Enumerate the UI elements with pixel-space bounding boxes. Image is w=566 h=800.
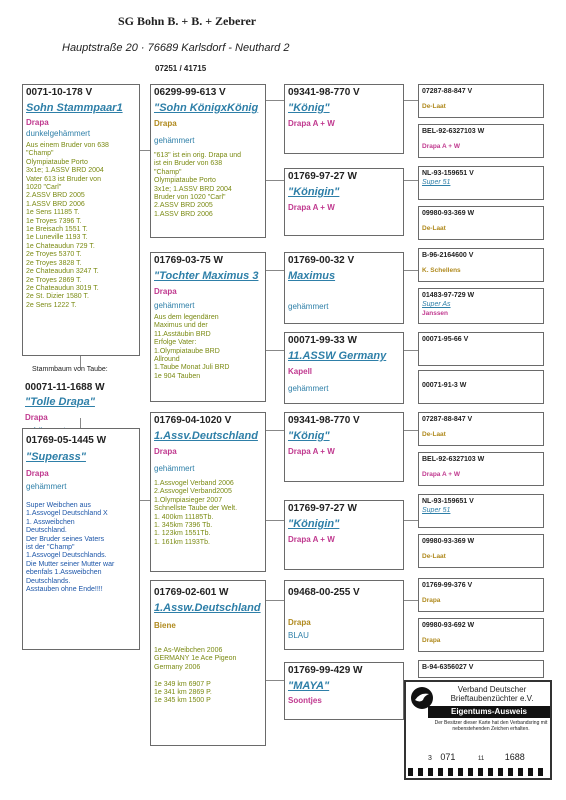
pigeon-notes: 1e As-Weibchen 2006 GERMANY 1e Ace Pigeon Germany 2006 1e 349 km 6907 P 1e 341 km 2869 P. 1e 345 km 1500 P (154, 647, 237, 705)
pigeon-name: Super 51 (422, 507, 451, 514)
g4-card (418, 288, 544, 324)
pigeon-color: Drapa (422, 597, 441, 604)
g4-card (418, 206, 544, 240)
grandsire-paternal-card (150, 84, 266, 238)
ownership-card (404, 680, 552, 780)
pigeon-color: De-Laat (422, 225, 446, 232)
ring-number: 01769-99-376 V (422, 582, 473, 589)
pigeon-color: Drapa A + W (288, 447, 335, 456)
pigeon-color: Drapa A + W (288, 119, 335, 128)
g3-card (284, 84, 404, 154)
pigeon-marking: Soontjes (288, 696, 322, 705)
pigeon-color: Drapa (26, 118, 49, 127)
ring-number: 00071-11-1688 W (25, 382, 105, 393)
ring-number: 09341-98-770 V (288, 87, 360, 98)
pigeon-color: Drapa (422, 637, 441, 644)
pigeon-name: 1.Assw.Deutschland (154, 602, 261, 614)
g4-card (418, 660, 544, 678)
g3-card (284, 500, 404, 570)
breeder-address: Hauptstraße 20 · 76689 Karlsdorf - Neuthard 2 (62, 42, 290, 54)
g4-card (418, 124, 544, 158)
ring-number: 09980-93-369 W (422, 210, 475, 217)
g4-card (418, 332, 544, 366)
subject-card (22, 374, 140, 422)
pigeon-color: Drapa A + W (288, 535, 335, 544)
pigeon-name: Super 51 (422, 179, 451, 186)
ring-number: 07287-88-847 V (422, 88, 473, 95)
g4-card (418, 534, 544, 568)
ring-number: 01769-05-1445 W (26, 435, 107, 446)
pigeon-notes: "613" ist ein orig. Drapa und ist ein Bruder von 638 "Champ" Olympiataube Porto 3x1e; 1.ASSV BRD 2004 Bruder von 1020 "Carl" 2.ASSV BRD 2005 1.ASSV BRD 2006 (154, 152, 242, 218)
ring-number: NL-93-159651 V (422, 170, 474, 177)
pigeon-name: "Superass" (26, 451, 86, 463)
pigeon-marking: dunkelgehämmert (26, 129, 91, 138)
pigeon-marking: BLAU (288, 631, 309, 640)
ring-number: 01769-03-75 W (154, 255, 223, 266)
card-fine-print: Der Besitzer dieser Karte hat den Verbandsring mit nebenstehenden Zeichen erhalten. (434, 720, 548, 732)
pigeon-color: Drapa (154, 287, 177, 296)
granddam-maternal-card (150, 580, 266, 746)
pigeon-notes: Aus einem Bruder von 638 "Champ" Olympiataube Porto 3x1e; 1.ASSV BRD 2004 Vater 613 ist Bruder von 1020 "Carl" 2.ASSV BRD 2005 1.ASSV BRD 2006 1e Sens 11185 T. 1e Troyes 7396 T. 1e Breisach 1551 T. 1e Luneville 1193 T. 1e Chateaudun 729 T. 2e Troyes 5370 T. 2e Troyes 3828 T. 2e Chateaudun 3247 T. 2e Troyes 2869 T. 2e Chateaudun 3019 T. 2e St. Dizier 1580 T. 2e Sens 1222 T. (26, 142, 109, 309)
pigeon-name: "Königin" (288, 186, 340, 198)
g4-card (418, 84, 544, 118)
granddam-paternal-card (150, 252, 266, 402)
barcode-strip (408, 768, 548, 776)
g4-card (418, 166, 544, 200)
org-name: Verband Deutscher Brieftaubenzüchter e.V. (450, 685, 534, 703)
breeder-phone: 07251 / 41715 (155, 64, 207, 73)
pigeon-color: Drapa (25, 413, 48, 422)
breeder-name: SG Bohn B. + B. + Zeberer (118, 14, 257, 28)
pigeon-marking: gehämmert (288, 384, 329, 393)
pigeon-name: Maximus (288, 270, 336, 282)
pigeon-color: Drapa A + W (422, 471, 460, 478)
g3-card (284, 580, 404, 650)
pigeon-color: Drapa (154, 447, 177, 456)
g4-card (418, 370, 544, 404)
pigeon-name: "Sohn KönigxKönig (154, 102, 259, 114)
ring-number: 01769-00-32 V (288, 255, 355, 266)
ring-number: 06299-99-613 V (154, 87, 226, 98)
ring-number: BEL-92-6327103 W (422, 128, 485, 135)
ring-number: 01769-97-27 W (288, 171, 357, 182)
pigeon-color: Janssen (422, 310, 449, 317)
ring-number: 01769-97-27 W (288, 503, 357, 514)
pigeon-name: "Königin" (288, 518, 340, 530)
g4-card (418, 618, 544, 652)
stammbaum-label: Stammbaum von Taube: (32, 366, 108, 373)
g3-card (284, 662, 404, 720)
ring-number: NL-93-159651 V (422, 498, 474, 505)
pigeon-color: Drapa (26, 469, 49, 478)
ring-number: 01769-02-601 W (154, 587, 229, 598)
g4-card (418, 578, 544, 612)
pigeon-name: Sohn Stammpaar1 (26, 102, 123, 114)
pigeon-marking: gehämmert (288, 302, 329, 311)
card-title: Eigentums-Ausweis (428, 706, 550, 718)
g4-card (418, 494, 544, 528)
g4-card (418, 248, 544, 282)
pigeon-name: 11.ASSW Germany (288, 350, 387, 362)
pigeon-marking: gehämmert (26, 482, 67, 491)
ring-number: 00071-99-33 W (288, 335, 357, 346)
pigeon-color: Drapa A + W (422, 143, 460, 150)
pigeon-name: "König" (288, 102, 330, 114)
pigeon-color: Biene (154, 621, 176, 630)
grandsire-maternal-card (150, 412, 266, 572)
pigeon-marking: gehämmert (154, 464, 195, 473)
pigeon-name: Super As (422, 301, 451, 308)
ring-number: 01769-04-1020 V (154, 415, 232, 426)
pigeon-color: K. Schellens (422, 267, 461, 274)
father-card (22, 84, 140, 356)
pigeon-marking: gehämmert (154, 301, 195, 310)
pigeon-color: Drapa A + W (288, 203, 335, 212)
ring-number: 07287-88-847 V (422, 416, 473, 423)
pigeon-name: 1.Assv.Deutschland (154, 430, 258, 442)
pigeon-name: "MAYA" (288, 680, 330, 692)
ring-number: 09468-00-255 V (288, 587, 360, 598)
ring-number: 09980-93-369 W (422, 538, 475, 545)
ring-number: B-96-2164600 V (422, 252, 474, 259)
ring-numbers: 3 071 11 1688 (428, 752, 525, 762)
g3-card (284, 252, 404, 324)
ring-number: B-94-6356027 V (422, 664, 474, 671)
ring-number: 0071-10-178 V (26, 87, 93, 98)
ring-number: 01769-99-429 W (288, 665, 363, 676)
ring-number: BEL-92-6327103 W (422, 456, 485, 463)
ring-number: 09980-93-692 W (422, 622, 475, 629)
pigeon-color: De-Laat (422, 431, 446, 438)
g3-card (284, 168, 404, 236)
g4-card (418, 452, 544, 486)
pigeon-color: De-Laat (422, 553, 446, 560)
pigeon-name: "Tolle Drapa" (25, 396, 95, 408)
ring-number: 00071-95-66 V (422, 336, 469, 343)
pigeon-notes: Aus dem legendären Maximus und der 11.Asstäubin BRD Erfolge Vater: 1.Olympiataube BRD Allround 1.Taube Monat Juli BRD 1e 904 Tauben (154, 314, 230, 380)
pigeon-color: Drapa (154, 119, 177, 128)
ring-number: 00071-91-3 W (422, 382, 467, 389)
ring-number: 01483-97-729 W (422, 292, 475, 299)
pigeon-name: "Tochter Maximus 3 (154, 270, 259, 282)
mother-card (22, 428, 140, 650)
g4-card (418, 412, 544, 446)
pigeon-color: Drapa (288, 618, 311, 627)
pigeon-name: "König" (288, 430, 330, 442)
pigeon-marking: gehämmert (154, 136, 195, 145)
pigeon-notes: 1.Assvogel Verband 2006 2.Assvogel Verband2005 1.Olympiasieger 2007 Schnellste Taube der Welt. 1. 400km 11185Tb. 1. 345km 7396 Tb. 1. 123km 1551Tb. 1. 161km 1193Tb. (154, 480, 238, 546)
ring-number: 09341-98-770 V (288, 415, 360, 426)
g3-card (284, 332, 404, 404)
pigeon-color: Kapell (288, 367, 313, 376)
pigeon-notes: Super Weibchen aus 1.Assvogel Deutschland X 1. Assweibchen Deutschland. Der Bruder seines Vaters ist der "Champ" 1.Assvogel Deutschlands. Die Mutter seiner Mutter war ebenfals 1.Assweibchen Deutschlands. Asstauben ohne Ende!!!! (26, 502, 115, 594)
g3-card (284, 412, 404, 482)
pigeon-color: De-Laat (422, 103, 446, 110)
